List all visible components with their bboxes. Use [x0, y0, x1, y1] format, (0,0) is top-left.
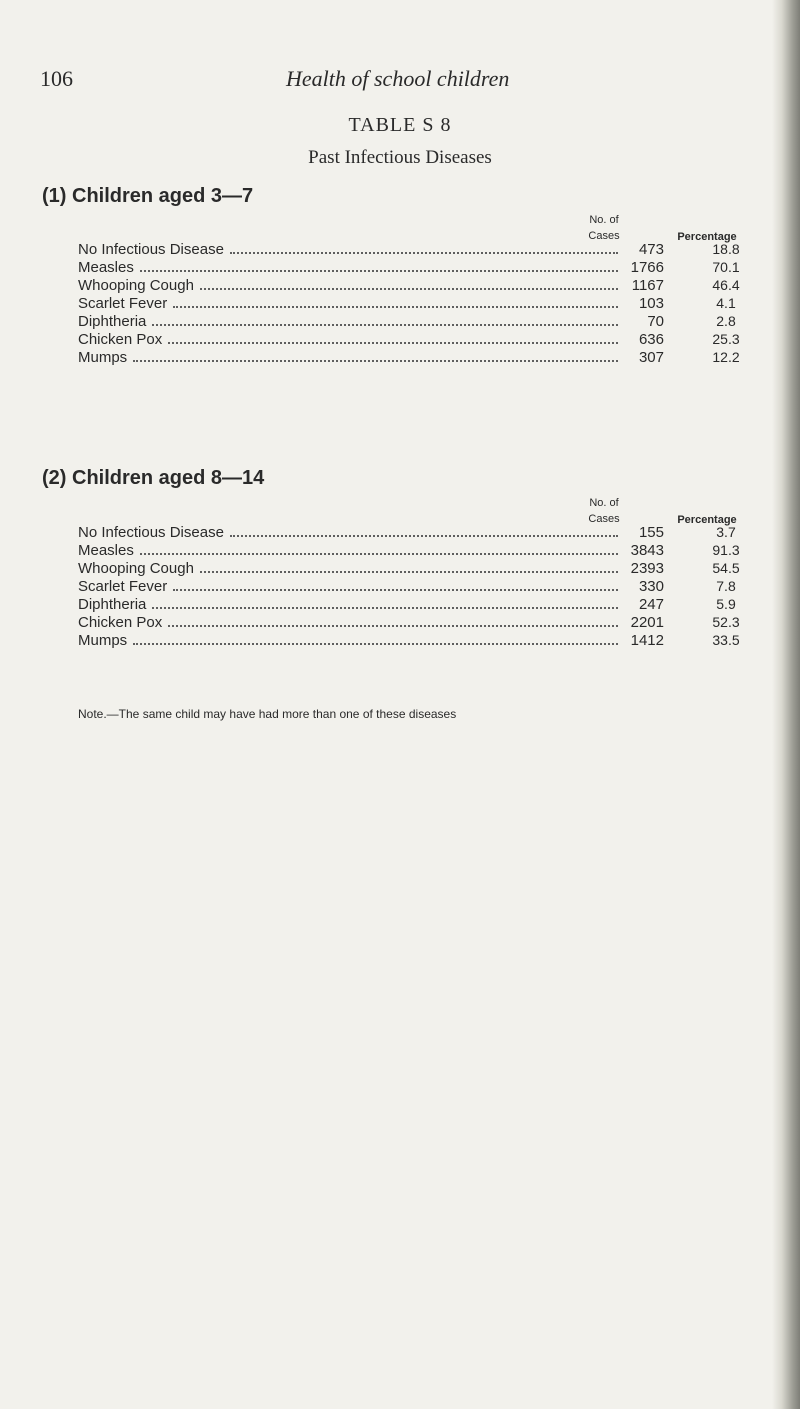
disease-table — [78, 523, 788, 649]
dot-leader — [173, 589, 618, 591]
case-count: 103 — [638, 295, 664, 312]
table-row — [78, 294, 788, 312]
section-heading: (1) Children aged 3—7 — [42, 185, 254, 207]
case-count: 2201 — [630, 614, 664, 631]
disease-name: Mumps — [78, 349, 128, 366]
percentage-value: 70.1 — [712, 259, 740, 275]
dot-leader — [140, 553, 618, 555]
table-row — [78, 276, 788, 294]
table-row — [78, 577, 788, 595]
disease-name: No Infectious Disease — [78, 524, 224, 541]
percentage-value: 18.8 — [712, 241, 740, 257]
dot-leader — [200, 571, 618, 573]
case-count: 307 — [638, 349, 664, 366]
table-subtitle: Past Infectious Diseases — [308, 147, 492, 168]
table-row — [78, 631, 788, 649]
dot-leader — [168, 342, 618, 344]
case-count: 1412 — [630, 632, 664, 649]
dot-leader — [152, 607, 618, 609]
disease-name: Measles — [78, 542, 134, 559]
table-footnote: Note.—The same child may have had more than one of these diseases — [78, 707, 457, 721]
table-row — [78, 595, 788, 613]
percentage-value: 25.3 — [712, 331, 740, 347]
disease-name: Chicken Pox — [78, 331, 163, 348]
dot-leader — [173, 306, 618, 308]
table-row — [78, 541, 788, 559]
column-header-cases: No. of Cases — [588, 497, 620, 525]
percentage-value: 52.3 — [712, 614, 740, 630]
disease-table — [78, 240, 788, 366]
page-header — [0, 66, 800, 96]
case-count: 2393 — [630, 560, 664, 577]
dot-leader — [168, 625, 618, 627]
percentage-value: 91.3 — [712, 542, 740, 558]
percentage-value: 4.1 — [716, 295, 736, 311]
table-row — [78, 613, 788, 631]
page-number: 106 — [40, 66, 73, 91]
section-heading: (2) Children aged 8—14 — [42, 467, 265, 489]
dot-leader — [140, 270, 618, 272]
percentage-value: 54.5 — [712, 560, 740, 576]
disease-name: Diphtheria — [78, 596, 147, 613]
table-row — [78, 523, 788, 541]
case-count: 1167 — [631, 277, 664, 294]
table-row — [78, 240, 788, 258]
table-row — [78, 330, 788, 348]
dot-leader — [133, 643, 618, 645]
table-row — [78, 258, 788, 276]
dot-leader — [230, 252, 618, 254]
table-row — [78, 559, 788, 577]
percentage-value: 33.5 — [712, 632, 740, 648]
dot-leader — [200, 288, 618, 290]
disease-name: Chicken Pox — [78, 614, 163, 631]
case-count: 473 — [638, 241, 664, 258]
column-header-percentage: Percentage — [677, 231, 737, 243]
disease-name: Scarlet Fever — [78, 578, 168, 595]
case-count: 330 — [638, 578, 664, 595]
percentage-value: 5.9 — [716, 596, 736, 612]
case-count: 636 — [638, 331, 664, 348]
page-edge-shadow — [772, 0, 800, 1409]
disease-name: Whooping Cough — [78, 277, 194, 294]
column-header-cases: No. of Cases — [588, 214, 620, 242]
disease-name: Whooping Cough — [78, 560, 194, 577]
percentage-value: 3.7 — [716, 524, 736, 540]
disease-name: Diphtheria — [78, 313, 147, 330]
dot-leader — [230, 535, 618, 537]
percentage-value: 12.2 — [712, 349, 740, 365]
running-title: Health of school children — [286, 66, 510, 91]
case-count: 247 — [638, 596, 664, 613]
case-count: 70 — [647, 313, 664, 330]
case-count: 1766 — [630, 259, 664, 276]
disease-name: Measles — [78, 259, 134, 276]
percentage-value: 2.8 — [716, 313, 736, 329]
disease-name: Scarlet Fever — [78, 295, 168, 312]
dot-leader — [133, 360, 618, 362]
dot-leader — [152, 324, 618, 326]
case-count: 155 — [638, 524, 664, 541]
percentage-value: 46.4 — [712, 277, 740, 293]
column-header-percentage: Percentage — [677, 514, 737, 526]
disease-name: No Infectious Disease — [78, 241, 224, 258]
table-row — [78, 348, 788, 366]
disease-name: Mumps — [78, 632, 128, 649]
table-title: TABLE S 8 — [348, 114, 452, 136]
table-row — [78, 312, 788, 330]
percentage-value: 7.8 — [716, 578, 736, 594]
case-count: 3843 — [630, 542, 664, 559]
